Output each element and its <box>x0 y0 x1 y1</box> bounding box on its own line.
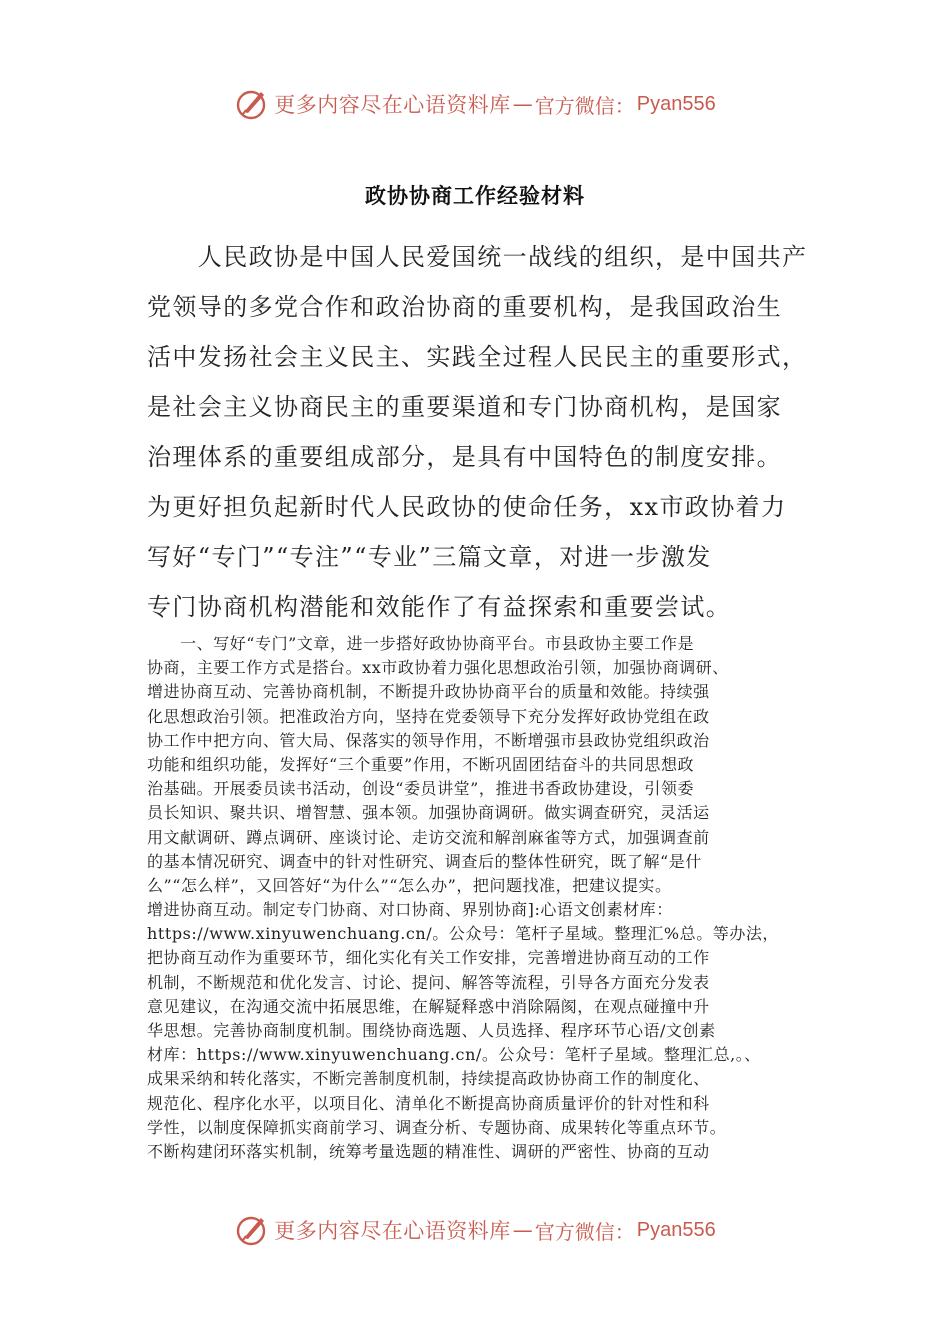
body-line: 把协商互动作为重要环节，细化实化有关工作安排，完善增进协商互动的工作 <box>147 948 710 968</box>
body-line: 意见建议，在沟通交流中拓展思维，在解疑释惑中消除隔阂，在观点碰撞中升 <box>147 996 710 1016</box>
intro-line: 专门协商机构潜能和效能作了有益探索和重要尝试。 <box>147 593 732 621</box>
banner-wechat-handle: Pyan556 <box>636 1218 716 1241</box>
body-line: 的基本情况研究、调查中的针对性研究、调查后的整体性研究，既了解“是什 <box>147 851 702 871</box>
body-line: 规范化、程序化水平，以项目化、清单化不断提高协商质量评价的针对性和科 <box>147 1093 710 1113</box>
body-line: 用文献调研、蹲点调研、座谈讨论、走访交流和解剖麻雀等方式，加强调查前 <box>147 827 710 847</box>
footer-banner <box>0 1208 950 1252</box>
intro-line: 活中发扬社会主义民主、实践全过程人民民主的重要形式， <box>147 343 808 371</box>
body-line: 员长知识、聚共识、增智慧、强本领。加强协商调研。做实调查研究，灵活运 <box>147 803 710 823</box>
banner-dash: — <box>512 92 533 116</box>
intro-line: 写好“专门”“专注”“专业”三篇文章，对进一步激发 <box>147 543 712 571</box>
body-line: 化思想政治引领。把准政治方向，坚持在党委领导下充分发挥好政协党组在政 <box>147 706 710 726</box>
body-paragraph <box>147 632 812 1164</box>
body-line: 治基础。开展委员读书活动，创设“委员讲堂”，推进书香政协建设，引领委 <box>147 779 695 799</box>
header-banner <box>0 82 950 126</box>
body-line: 增进协商互动、完善协商机制，不断提升政协协商平台的质量和效能。持续强 <box>147 682 710 702</box>
body-line: 学性，以制度保障抓实商前学习、调查分析、专题协商、成果转化等重点环节。 <box>147 1117 727 1137</box>
quill-logo-icon <box>234 1212 270 1248</box>
intro-line: 党领导的多党合作和政治协商的重要机构，是我国政治生 <box>147 293 782 321</box>
body-line: 一、写好“专门”文章，进一步搭好政协协商平台。市县政协主要工作是 <box>147 634 695 653</box>
document-title: 政协协商工作经验材料 <box>365 184 585 208</box>
body-line: 不断构建闭环落实机制，统筹考量选题的精准性、调研的严密性、协商的互动 <box>147 1141 710 1161</box>
body-line: 协工作中把方向、管大局、保落实的领导作用，不断增强市县政协党组织政治 <box>147 730 710 750</box>
intro-line: 治理体系的重要组成部分，是具有中国特色的制度安排。 <box>147 443 782 471</box>
body-line: 增进协商互动。制定专门协商、对口协商、界别协商]:心语文创素材库： <box>147 900 673 920</box>
banner-wechat-handle: Pyan556 <box>636 92 716 115</box>
intro-line: 是社会主义协商民主的重要渠道和专门协商机构，是国家 <box>147 393 782 421</box>
intro-paragraph <box>147 232 817 632</box>
body-line: 成果采纳和转化落实，不断完善制度机制，持续提高政协协商工作的制度化、 <box>147 1069 710 1089</box>
intro-line: 为更好担负起新时代人民政协的使命任务，xx市政协着力 <box>147 493 787 521</box>
banner-subtext: 官方微信： <box>534 1219 635 1244</box>
body-line: 协商，主要工作方式是搭台。xx市政协着力强化思想政治引领，加强协商调研、 <box>147 658 729 678</box>
banner-dash: — <box>512 1218 533 1242</box>
body-line: 材库：https://www.xinyuwenchuang.cn/。公众号：笔杆子星域。整理汇总,。、 <box>147 1045 761 1065</box>
intro-line: 人民政协是中国人民爱国统一战线的组织，是中国共产 <box>147 243 808 271</box>
banner-subtext: 官方微信： <box>534 93 635 118</box>
banner-text: 更多内容尽在心语资料库 <box>274 93 511 117</box>
body-line: 机制，不断规范和优化发言、讨论、提问、解答等流程，引导各方面充分发表 <box>147 972 710 992</box>
quill-logo-icon <box>234 86 270 122</box>
body-line: https://www.xinyuwenchuang.cn/。公众号：笔杆子星域。整理汇%总。等办法， <box>147 924 779 944</box>
banner-text: 更多内容尽在心语资料库 <box>274 1219 511 1243</box>
body-line: 华思想。完善协商制度机制。围绕协商选题、人员选择、程序环节心语/文创素 <box>147 1021 716 1040</box>
body-line: 功能和组织功能，发挥好“三个重要”作用，不断巩固团结奋斗的共同思想政 <box>147 754 695 774</box>
body-line: 么”“怎么样”，又回答好“为什么”“怎么办”，把问题找准，把建议提实。 <box>147 875 672 895</box>
